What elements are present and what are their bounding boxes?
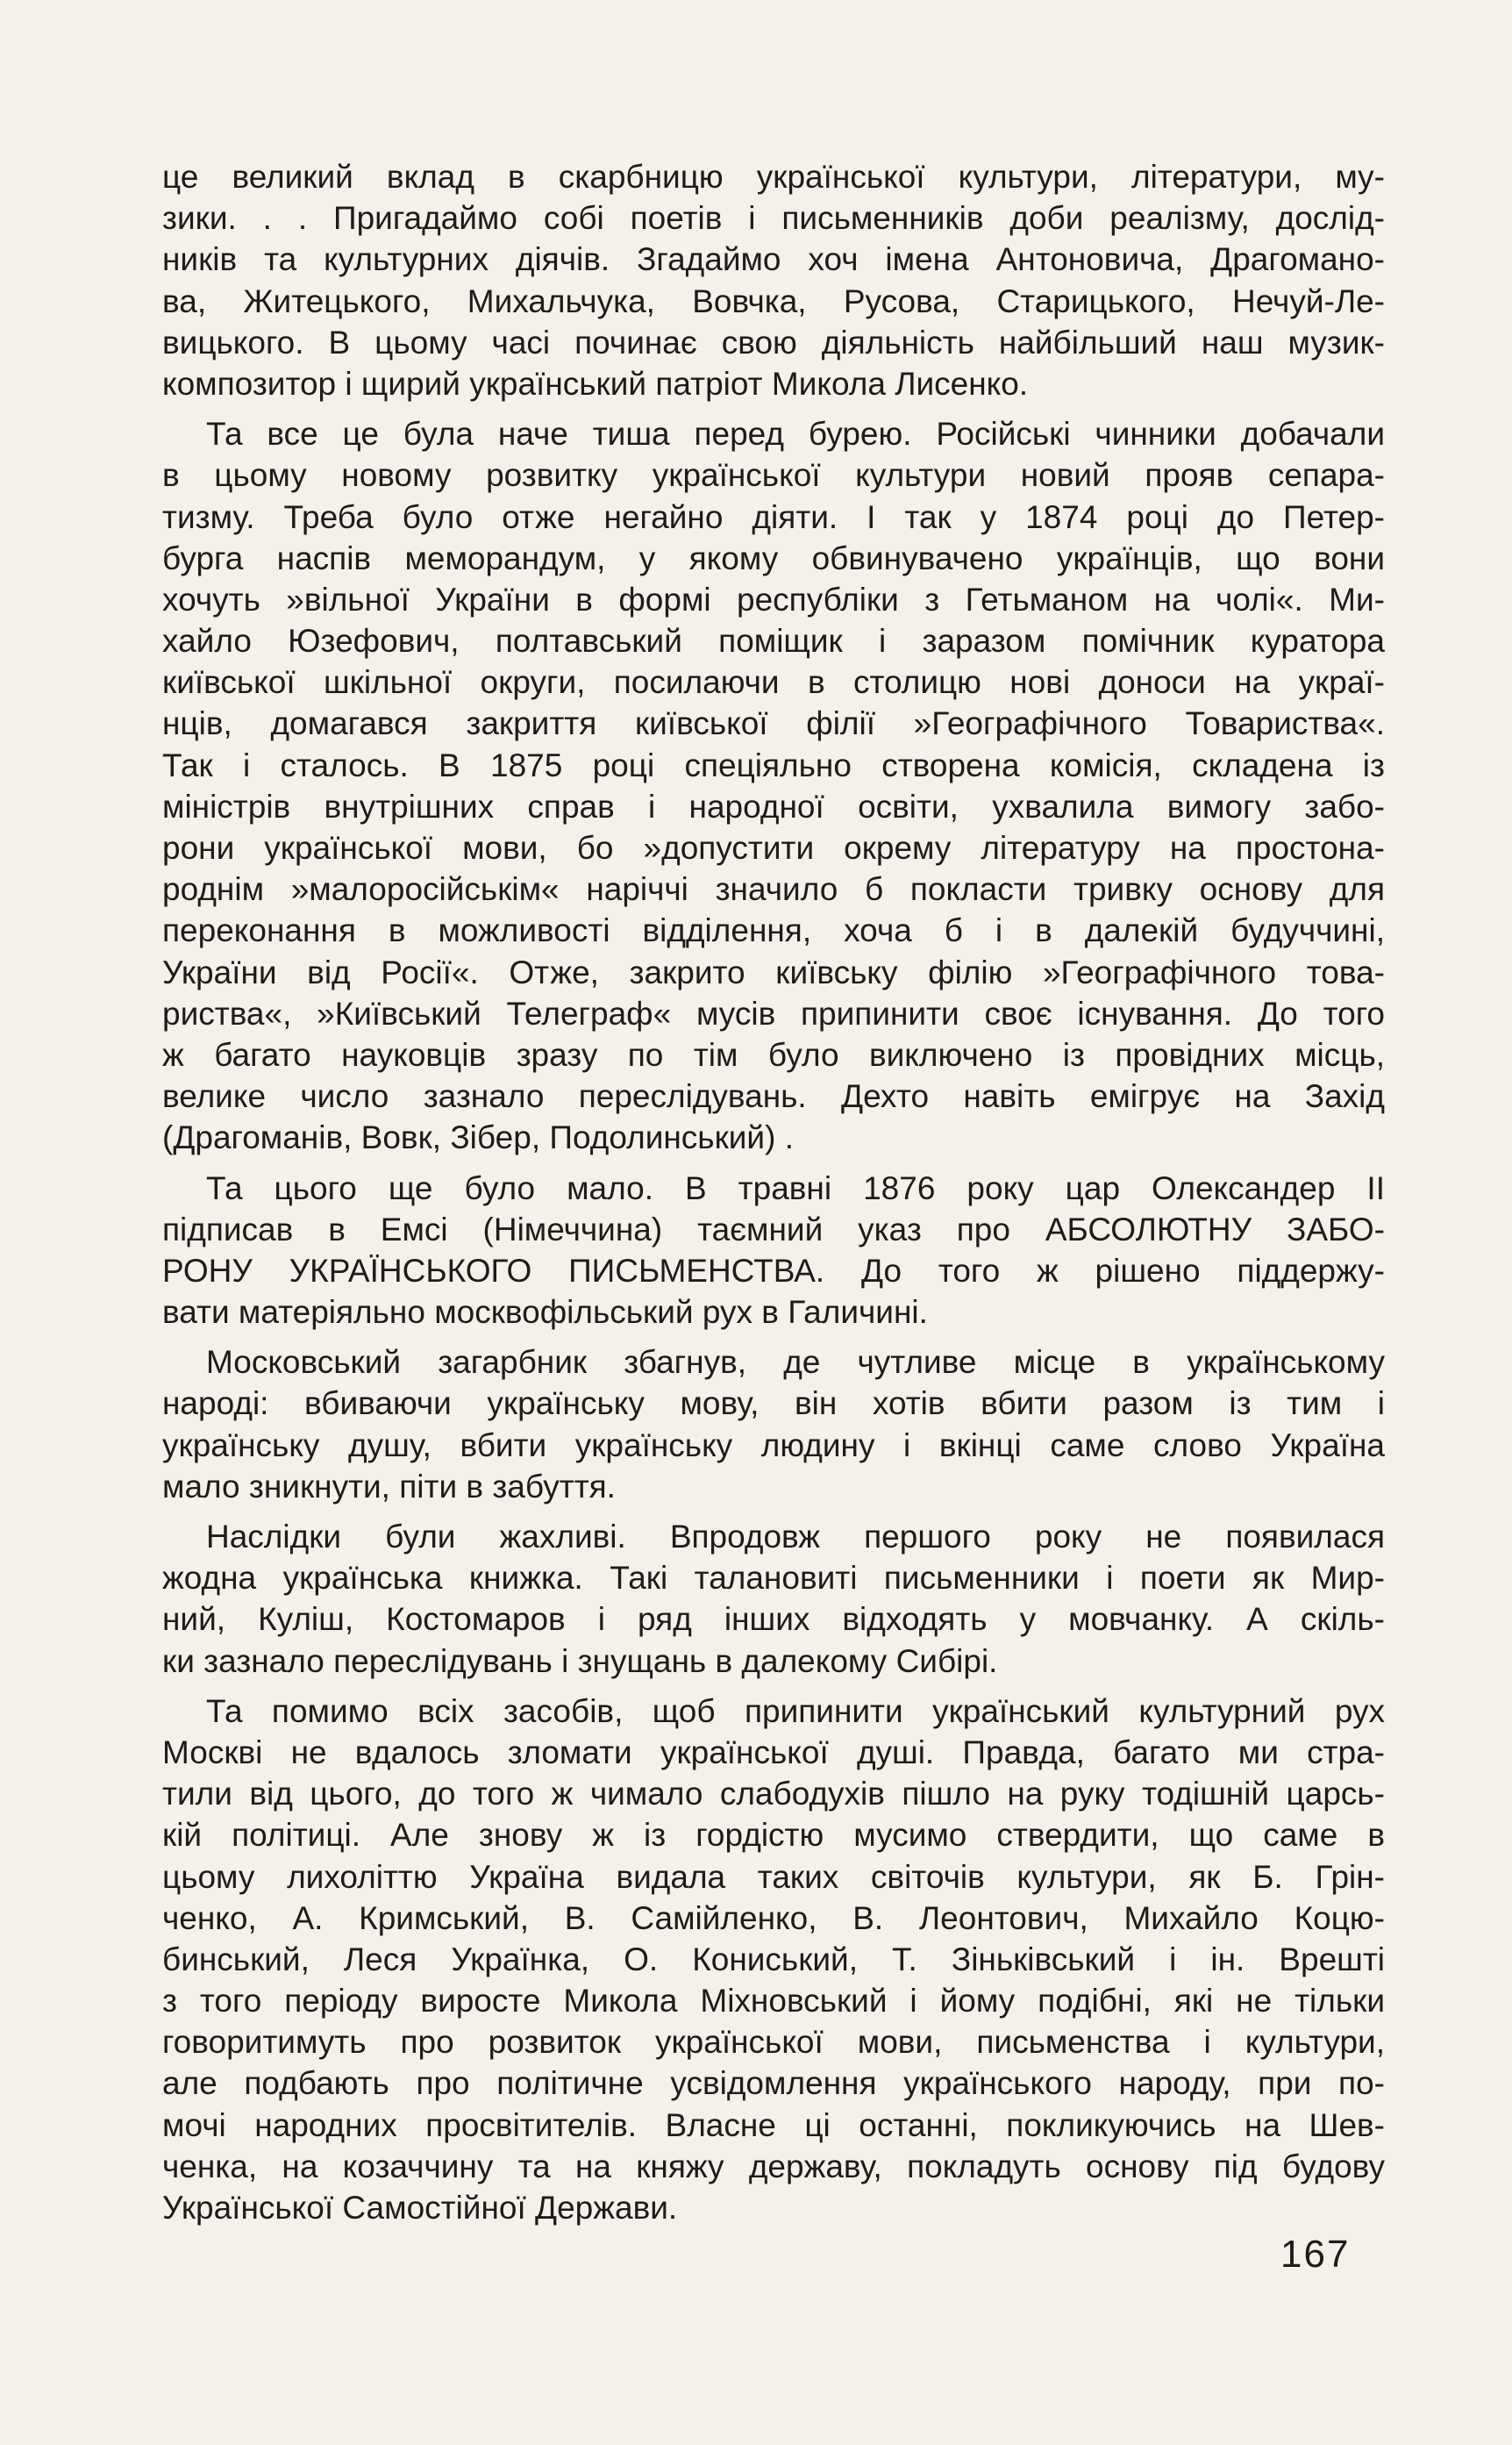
text-line: українську душу, вбити українську людину і вкінці саме слово Україна: [162, 1426, 1385, 1463]
text-line: жодна українська книжка. Такі талановиті письменники і поети як Мир-: [162, 1560, 1385, 1597]
text-line: Та цього ще було мало. В травні 1876 року цар Олександер ІІ: [206, 1169, 1385, 1206]
text-line: Московський загарбник збагнув, де чутливе місце в українському: [206, 1344, 1385, 1381]
text-line: вицького. В цьому часі починає свою діяльність найбільший наш музик-: [162, 324, 1385, 361]
text-line: бурга наспів меморандум, у якому обвинувачено українців, що вони: [162, 540, 1385, 576]
paragraph-2: [162, 413, 1385, 1158]
text-line: в цьому новому розвитку української культури новий прояв сепара-: [162, 457, 1385, 494]
text-line: велике число зазнало переслідувань. Дехто навіть емігрує на Захід: [162, 1078, 1385, 1115]
text-line: РОНУ УКРАЇНСЬКОГО ПИСЬМЕНСТВА. До того ж рішено піддержу-: [162, 1252, 1385, 1289]
text-line: хочуть »вільної України в формі республіки з Гетьманом на чолі«. Ми-: [162, 581, 1385, 618]
text-line: ників та культурних діячів. Згадаймо хоч імена Антоновича, Драгомано-: [162, 241, 1385, 278]
text-line: України від Росії«. Отже, закрито київську філію »Географічного това-: [162, 954, 1385, 990]
paragraph-4: [162, 1341, 1385, 1507]
text-line: хайло Юзефович, полтавський поміщик і заразом помічник куратора: [162, 623, 1385, 660]
text-line: це великий вклад в скарбницю української культури, літератури, му-: [162, 159, 1385, 195]
text-line: Та помимо всіх засобів, щоб припинити український культурний рух: [206, 1692, 1385, 1729]
text-line: ний, Куліш, Костомаров і ряд інших відходять у мовчанку. А скіль-: [162, 1601, 1385, 1638]
text-line: тизму. Треба було отже негайно діяти. І так у 1874 році до Петер-: [162, 498, 1385, 535]
text-line: Так і сталось. В 1875 році спеціяльно створена комісія, складена із: [162, 747, 1385, 783]
text-line: підписав в Емсі (Німеччина) таємний указ про АБСОЛЮТНУ ЗАБО-: [162, 1211, 1385, 1248]
text-line: переконання в можливості відділення, хоча б і в далекій будуччині,: [162, 912, 1385, 949]
text-line: композитор і щирий український патріот Микола Лисенко.: [162, 365, 1029, 402]
text-line: роднім »малоросійськім« наріччі значило б покласти тривку основу для: [162, 871, 1385, 908]
text-line: ченка, на козаччину та на княжу державу, покладуть основу під будову: [162, 2148, 1385, 2184]
paragraph-3: [162, 1168, 1385, 1333]
text-line: Та все це була наче тиша перед бурею. Російські чинники добачали: [206, 416, 1385, 453]
text-line: кій політиці. Але знову ж із гордістю мусимо ствердити, що саме в: [162, 1817, 1385, 1854]
text-line: народі: вбиваючи українську мову, він хотів вбити разом із тим і: [162, 1385, 1385, 1422]
text-line: ки зазнало переслідувань і знущань в далекому Сибірі.: [162, 1642, 998, 1679]
text-line: риства«, »Київський Телеграф« мусів припинити своє існування. До того: [162, 995, 1385, 1032]
text-line: бинський, Леся Українка, О. Кониський, Т. Зіньківський і ін. Врешті: [162, 1941, 1385, 1977]
text-line: міністрів внутрішних справ і народної освіти, ухвалила вимогу забо-: [162, 788, 1385, 825]
text-line: вати матеріяльно москвофільський рух в Галичині.: [162, 1294, 928, 1331]
text-line: Наслідки були жахливі. Впродовж першого року не появилася: [206, 1519, 1385, 1555]
paragraph-5: [162, 1516, 1385, 1682]
text-line: цьому лихоліттю Україна видала таких світочів культури, як Б. Грін-: [162, 1858, 1385, 1895]
paragraph-6: [162, 1691, 1385, 2228]
text-line: (Драгоманів, Вовк, Зібер, Подолинський) .: [162, 1119, 794, 1156]
text-line: з того періоду виросте Микола Міхновський і йому подібні, які не тільки: [162, 1983, 1385, 2020]
text-line: мочі народних просвітителів. Власне ці останні, покликуючись на Шев-: [162, 2106, 1385, 2143]
text-line: Української Самостійної Держави.: [162, 2190, 678, 2226]
text-line: ва, Житецького, Михальчука, Вовчка, Русова, Старицького, Нечуй-Ле-: [162, 282, 1385, 319]
page-number: 167: [1280, 2233, 1351, 2276]
text-line: ченко, А. Кримський, В. Самійленко, В. Леонтович, Михайло Коцю-: [162, 1899, 1385, 1936]
text-line: ж багато науковців зразу по тім було виключено із провідних місць,: [162, 1036, 1385, 1073]
text-line: мало зникнути, піти в забуття.: [162, 1468, 616, 1505]
body-text: [162, 156, 1385, 2237]
text-line: але подбають про політичне усвідомлення українського народу, при по-: [162, 2065, 1385, 2102]
text-line: Москві не вдалось зломати української душі. Правда, багато ми стра-: [162, 1734, 1385, 1770]
text-line: нців, домагався закриття київської філії »Географічного Товариства«.: [162, 705, 1385, 742]
text-line: рони української мови, бо »допустити окрему літературу на простона-: [162, 830, 1385, 866]
text-line: говоритимуть про розвиток української мови, письменства і культури,: [162, 2024, 1385, 2061]
text-line: тили від цього, до того ж чимало слабодухів пішло на руку тодішній царсь-: [162, 1776, 1385, 1812]
paragraph-1: [162, 156, 1385, 404]
text-line: зики. . . Пригадаймо собі поетів і письменників доби реалізму, дослід-: [162, 200, 1385, 237]
text-line: київської шкільної округи, посилаючи в столицю нові доноси на украї-: [162, 664, 1385, 701]
